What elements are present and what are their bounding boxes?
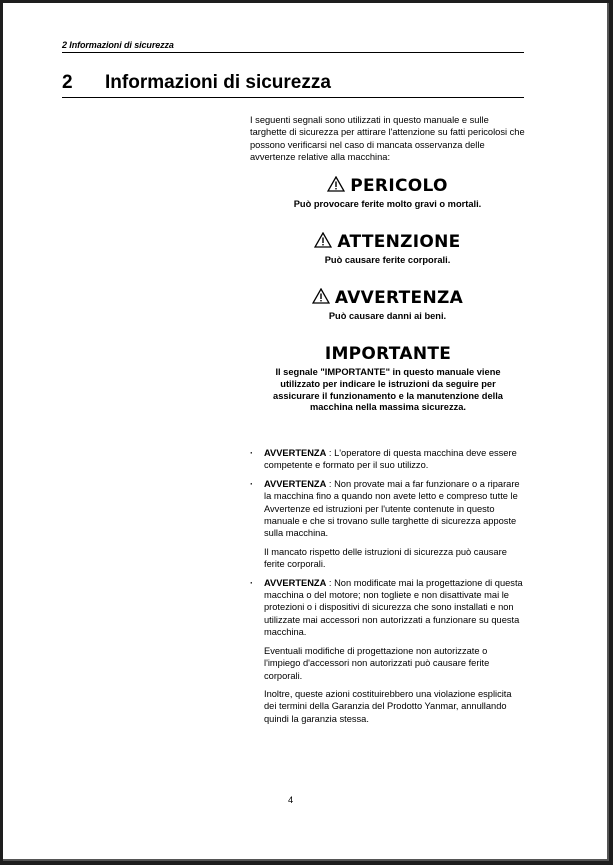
warning-text: L'operatore di questa macchina deve essere competente e formato per il suo utilizzo. (264, 448, 517, 471)
warning-followup: Il mancato rispetto delle istruzioni di sicurezza può causare ferite corporali. (264, 546, 507, 570)
intro-paragraph: I seguenti segnali sono utilizzati in questo manuale e sulle targhette di sicurezza per attirare l'attenzione su fatti pericolosi che possono verificarsi nel caso di mancata osservanza delle avvertenze relative alla macchina: (250, 115, 525, 163)
chapter-number: 2 (62, 72, 73, 93)
warning-label: AVVERTENZA (264, 448, 327, 458)
signal-avvertenza (250, 288, 525, 323)
warning-label: AVVERTENZA (264, 577, 327, 588)
warning-item: · AVVERTENZA : Non provate mai a far funzionare o a riparare la macchina fino a quando non avete letto e compreso tutte le Avvertenze ed istruzioni per l'utente contenute in questo manuale e che si trovano sulle targhette di sicurezza apposte sulla macchina. Il mancato rispetto delle istruzioni di sicurezza può causare ferite corporali. (250, 478, 526, 571)
signal-description: Può provocare ferite molto gravi o mortali. (293, 199, 482, 209)
signal-description: Il segnale "IMPORTANTE" in questo manuale viene utilizzato per indicare le istruzioni da seguire per assicurare il funzionamento e la manutenzione della macchina nella massima sicurezza. (273, 367, 503, 413)
header-rule (62, 52, 524, 53)
signal-pericolo (250, 176, 525, 211)
chapter-title: Informazioni di sicurezza (105, 72, 331, 93)
signal-description: Può causare ferite corporali. (324, 255, 451, 265)
signal-title: PERICOLO (350, 176, 448, 196)
signal-importante (258, 344, 518, 414)
warning-triangle-icon (314, 232, 332, 248)
page-number: 4 (288, 795, 294, 805)
warning-followup: Eventuali modifiche di progettazione non autorizzate o l'impiego d'accessori non autorizzati può causare ferite corporali. (264, 645, 490, 681)
warning-text: Non modificate mai la progettazione di questa macchina o del motore; non togliete e non disattivate mai le protezioni o i dispositivi di sicurezza che sono installati e non utilizzate mai accessori non autorizzati a funzionare su questa macchina. (264, 577, 523, 638)
warning-triangle-icon (312, 288, 330, 304)
warning-text: Non provate mai a far funzionare o a riparare la macchina fino a quando non avete letto e compreso tutte le Avvertenze ed istruzioni per l'utente contenute in questo manuale e che si trovano sulle targhette di sicurezza apposte sulla macchina. (264, 478, 520, 539)
signal-title: AVVERTENZA (334, 288, 464, 308)
bullet-icon: · (250, 448, 254, 458)
document-page (3, 3, 609, 861)
warning-followup: Inoltre, queste azioni costituirebbero una violazione esplicita dei termini della Garanzia del Prodotto Yanmar, annullando quindi la garanzia stessa. (264, 688, 512, 724)
warning-list (250, 447, 526, 731)
bullet-icon: · (250, 478, 254, 489)
bullet-icon: · (250, 577, 254, 588)
signal-attenzione (250, 232, 525, 267)
warning-item: · AVVERTENZA : L'operatore di questa macchina deve essere competente e formato per il suo utilizzo. (250, 448, 517, 471)
warning-item: · AVVERTENZA : Non modificate mai la progettazione di questa macchina o del motore; non togliete e non disattivate mai le protezioni o i dispositivi di sicurezza che sono installati e non utilizzate mai accessori non autorizzati a funzionare su questa macchina. Eventuali modifiche di progettazione non autorizzate o l'impiego d'accessori non autorizzati può causare ferite corporali. Inoltre, queste azioni costituirebbero una violazione esplicita dei termini della Garanzia del Prodotto Yanmar, annullando quindi la garanzia stessa. (250, 577, 526, 725)
signal-title: ATTENZIONE (337, 232, 461, 252)
title-rule (62, 97, 524, 98)
warning-label: AVVERTENZA (264, 478, 327, 489)
signal-description: Può causare danni ai beni. (328, 311, 447, 321)
warning-triangle-icon (327, 176, 345, 192)
running-header: 2 Informazioni di sicurezza (62, 40, 174, 50)
signal-title: IMPORTANTE (324, 344, 452, 364)
